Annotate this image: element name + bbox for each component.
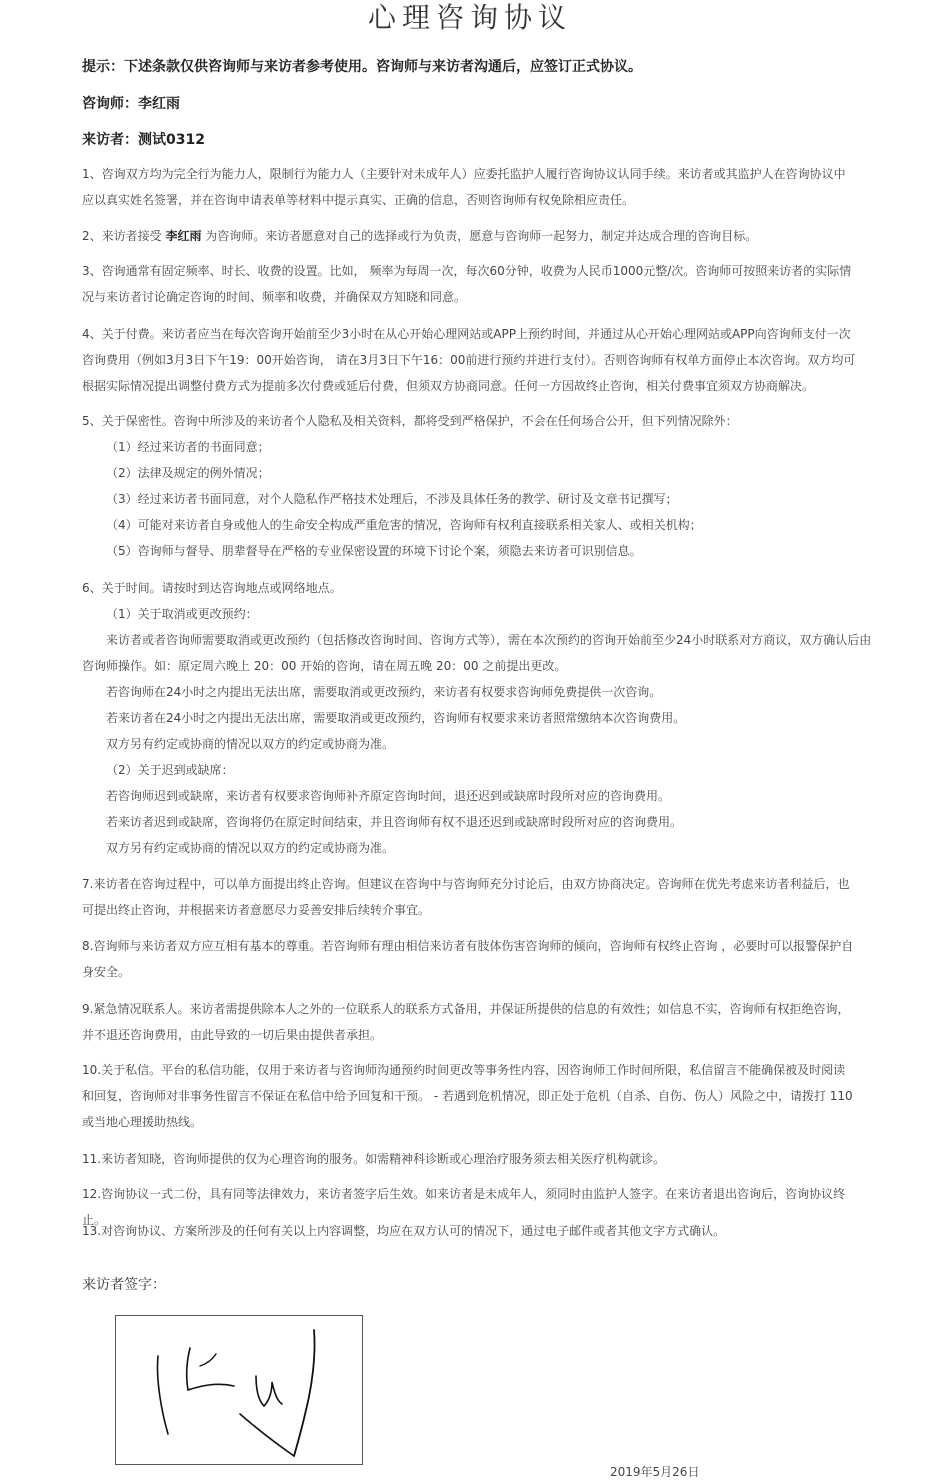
clause-10: 10.关于私信。平台的私信功能，仅用于来访者与咨询师沟通预约时间更改等事务性内容，因咨询师工作时间所限，私信留言不能确保被及时阅读和回复，咨询师对非事务性留言不保证在私信中给予回复和干预。 - 若遇到危机情况，即正处于危机（自杀、自伤、伤人）风险之中，请拨打 110 或当地心理援助热线。 (82, 1063, 853, 1129)
clause-6-text: 若来访者迟到或缺席，咨询将仍在原定时间结束，并且咨询师有权不退还迟到或缺席时段所对应的咨询费用。 (106, 815, 683, 829)
clause-6-sub-2: （2）关于迟到或缺席： (106, 763, 234, 777)
clause-6-text: 若来访者在24小时之内提出无法出席，需要取消或更改预约，咨询师有权要求来访者照常缴纳本次咨询费用。 (106, 711, 686, 725)
signature-date: 2019年5月26日 (610, 1465, 700, 1479)
client-name: 来访者：测试0312 (82, 132, 205, 148)
clause-12: 12.咨询协议一式二份，具有同等法律效力，来访者签字后生效。如来访者是未成年人，须同时由监护人签字。在来访者退出咨询后，咨询协议终止。 (82, 1187, 846, 1227)
clause-6-text: 双方另有约定或协商的情况以双方的约定或协商为准。 (106, 841, 395, 855)
clause-13: 13.对咨询协议、方案所涉及的任何有关以上内容调整，均应在双方认可的情况下，通过电子邮件或者其他文字方式确认。 (82, 1224, 726, 1238)
counselor-name: 咨询师：李红雨 (82, 96, 180, 112)
clause-2-pre: 2、来访者接受 (82, 229, 166, 243)
clause-6-sub-1: （1）关于取消或更改预约： (106, 607, 258, 621)
clause-6: 6、关于时间。请按时到达咨询地点或网络地点。 (82, 581, 342, 595)
page-title: 心理咨询协议 (367, 1, 572, 34)
clause-5-item: （1）经过来访者的书面同意； (106, 440, 270, 454)
clause-6-text: 若咨询师在24小时之内提出无法出席，需要取消或更改预约，来访者有权要求咨询师免费提供一次咨询。 (106, 685, 662, 699)
clause-6-text: 若咨询师迟到或缺席，来访者有权要求咨询师补齐原定咨询时间，退还迟到或缺席时段所对应的咨询费用。 (106, 789, 671, 803)
signature-label: 来访者签字： (82, 1277, 166, 1293)
clause-8: 8.咨询师与来访者双方应互相有基本的尊重。若咨询师有理由相信来访者有肢体伤害咨询师的倾向，咨询师有权终止咨询 ，必要时可以报警保护自身安全。 (82, 939, 854, 979)
notice: 提示：下述条款仅供咨询师与来访者参考使用。咨询师与来访者沟通后，应签订正式协议。 (82, 59, 642, 75)
clause-2 (82, 223, 857, 249)
clause-6-text: 咨询师操作。如：原定周六晚上 20：00 开始的咨询，请在周五晚 20：00 之前提出更改。 (82, 659, 567, 673)
signature-drawing (116, 1316, 362, 1464)
clause-5-item: （2）法律及规定的例外情况； (106, 466, 270, 480)
clause-5-item: （4）可能对来访者自身或他人的生命安全构成严重危害的情况，咨询师有权利直接联系相关家人、或相关机构； (106, 518, 702, 532)
clause-6-text: 来访者或者咨询师需要取消或更改预约（包括修改咨询时间、咨询方式等），需在本次预约的咨询开始前至少24小时联系对方商议，双方确认后由 (106, 633, 872, 647)
signature-box (115, 1315, 363, 1465)
clause-7: 7.来访者在咨询过程中，可以单方面提出终止咨询。但建议在咨询中与咨询师充分讨论后，由双方协商决定。咨询师在优先考虑来访者利益后，也可提出终止咨询，并根据来访者意愿尽力妥善安排后续转介事宜。 (82, 877, 850, 917)
clause-5: 5、关于保密性。咨询中所涉及的来访者个人隐私及相关资料，都将受到严格保护，不会在任何场合公开，但下列情况除外： (82, 414, 738, 428)
clause-9: 9.紧急情况联系人。来访者需提供除本人之外的一位联系人的联系方式备用，并保证所提供的信息的有效性；如信息不实，咨询师有权拒绝咨询，并不退还咨询费用，由此导致的一切后果由提供者承担。 (82, 1002, 850, 1042)
clause-3: 3、咨询通常有固定频率、时长、收费的设置。比如， 频率为每周一次，每次60分钟，收费为人民币1000元整/次。咨询师可按照来访者的实际情况与来访者讨论确定咨询的时间、频率和收费，并确保双方知晓和同意。 (82, 264, 852, 304)
clause-2-counselor: 李红雨 (165, 229, 202, 243)
clause-4: 4、关于付费。来访者应当在每次咨询开始前至少3小时在从心开始心理网站或APP上预约时间，并通过从心开始心理网站或APP向咨询师支付一次咨询费用（例如3月3日下午19：00开始咨询， 请在3月3日下午16：00前进行预约并进行支付）。否则咨询师有权单方面停止本次咨询。双方均可根据实际情况提出调整付费方式为提前多次付费或延后付费，但须双方协商同意。任何一方因故终止咨询，相关付费事宜须双方协商解决。 (82, 327, 856, 393)
clause-1: 1、咨询双方均为完全行为能力人，限制行为能力人（主要针对未成年人）应委托监护人履行咨询协议认同手续。来访者或其监护人在咨询协议中应以真实姓名签署，并在咨询申请表单等材料中提示真实、正确的信息，否则咨询师有权免除相应责任。 (82, 167, 846, 207)
clause-6-text: 双方另有约定或协商的情况以双方的约定或协商为准。 (106, 737, 395, 751)
clause-5-item: （3）经过来访者书面同意，对个人隐私作严格技术处理后，不涉及具体任务的教学、研讨及文章书记撰写； (106, 492, 678, 506)
clause-5-item: （5）咨询师与督导、朋辈督导在严格的专业保密设置的环境下讨论个案，须隐去来访者可识别信息。 (106, 544, 642, 558)
clause-2-post: 为咨询师。来访者愿意对自己的选择或行为负责，愿意与咨询师一起努力，制定并达成合理的咨询目标。 (201, 229, 758, 243)
clause-11: 11.来访者知晓，咨询师提供的仅为心理咨询的服务。如需精神科诊断或心理治疗服务须去相关医疗机构就诊。 (82, 1152, 666, 1166)
